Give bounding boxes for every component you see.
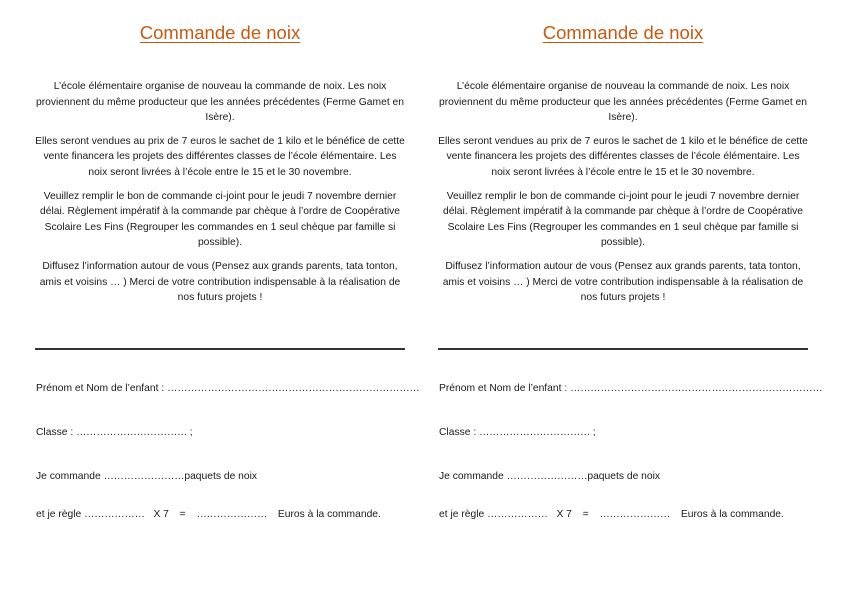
price-multiplier: X 7 <box>556 509 572 520</box>
class-label: Classe : <box>439 427 477 438</box>
intro-paragraph: Elles seront vendues au prix de 7 euros le sachet de 1 kilo et le bénéfice de cette vente financera les projets des différentes classes de l’école élémentaire. Les noix seront livrées à l’école entre le 15 et le 30 novembre. <box>438 135 808 178</box>
intro-paragraph: L’école élémentaire organise de nouveau la commande de noix. Les noix proviennent du même producteur que les années précédentes (Ferme Gamet en Isère). <box>438 81 808 124</box>
child-name-field[interactable] <box>439 383 823 394</box>
flyer-title: Commande de noix <box>139 22 301 43</box>
equals-sign: = <box>582 509 589 520</box>
child-name-field[interactable] <box>36 383 420 394</box>
order-quantity-field[interactable] <box>36 471 257 482</box>
intro-paragraph: Diffusez l’information autour de vous (Pensez aux grands parents, tata tonton, amis et voisins … ) Merci de votre contribution indispensable à la réalisation de nos futurs projets ! <box>39 260 401 304</box>
order-suffix: paquets de noix <box>587 471 661 482</box>
payment-field[interactable] <box>439 509 784 520</box>
flyer-intro <box>35 79 405 314</box>
intro-paragraph: Veuillez remplir le bon de commande ci-joint pour le jeudi 7 novembre dernier délai. Règlement impératif à la commande par chèque à l’ordre de Coopérative Scolaire Les Fins (Regrouper les commandes en 1 seul chèque par famille si possible). <box>442 190 804 249</box>
flyer-title: Commande de noix <box>542 22 704 43</box>
order-flyer-left <box>35 0 420 595</box>
payment-label: et je règle <box>36 509 82 520</box>
cut-divider-line <box>438 348 808 350</box>
payment-quantity-blank[interactable]: ……………… <box>84 509 145 520</box>
class-blank[interactable]: …………………………… ; <box>76 427 193 438</box>
order-quantity-blank[interactable]: …………………… <box>103 471 185 482</box>
child-name-blank[interactable]: ………………………………………………………………… <box>570 383 823 394</box>
intro-paragraph: Diffusez l’information autour de vous (Pensez aux grands parents, tata tonton, amis et voisins … ) Merci de votre contribution indispensable à la réalisation de nos futurs projets ! <box>442 260 804 304</box>
payment-label: et je règle <box>439 509 485 520</box>
intro-paragraph: L’école élémentaire organise de nouveau la commande de noix. Les noix proviennent du même producteur que les années précédentes (Ferme Gamet en Isère). <box>35 81 405 124</box>
class-field[interactable] <box>36 427 192 438</box>
price-multiplier: X 7 <box>153 509 169 520</box>
payment-total-blank[interactable]: ………………… <box>196 509 268 520</box>
order-suffix: paquets de noix <box>184 471 258 482</box>
intro-paragraph: Veuillez remplir le bon de commande ci-joint pour le jeudi 7 novembre dernier délai. Règlement impératif à la commande par chèque à l’ordre de Coopérative Scolaire Les Fins (Regrouper les commandes en 1 seul chèque par famille si possible). <box>39 190 401 249</box>
order-quantity-blank[interactable]: …………………… <box>506 471 588 482</box>
payment-total-blank[interactable]: ………………… <box>599 509 671 520</box>
order-flyer-right <box>438 0 823 595</box>
payment-quantity-blank[interactable]: ……………… <box>487 509 548 520</box>
class-field[interactable] <box>439 427 595 438</box>
child-name-label: Prénom et Nom de l’enfant : <box>36 383 165 394</box>
payment-suffix: Euros à la commande. <box>277 509 381 520</box>
intro-paragraph: Elles seront vendues au prix de 7 euros le sachet de 1 kilo et le bénéfice de cette vente financera les projets des différentes classes de l’école élémentaire. Les noix seront livrées à l’école entre le 15 et le 30 novembre. <box>35 135 405 178</box>
payment-field[interactable] <box>36 509 381 520</box>
order-quantity-field[interactable] <box>439 471 660 482</box>
equals-sign: = <box>179 509 186 520</box>
class-label: Classe : <box>36 427 74 438</box>
cut-divider-line <box>35 348 405 350</box>
order-label: Je commande <box>36 471 101 482</box>
payment-suffix: Euros à la commande. <box>680 509 784 520</box>
order-label: Je commande <box>439 471 504 482</box>
child-name-label: Prénom et Nom de l’enfant : <box>439 383 568 394</box>
class-blank[interactable]: …………………………… ; <box>479 427 596 438</box>
flyer-intro <box>438 79 808 314</box>
child-name-blank[interactable]: ………………………………………………………………… <box>167 383 420 394</box>
